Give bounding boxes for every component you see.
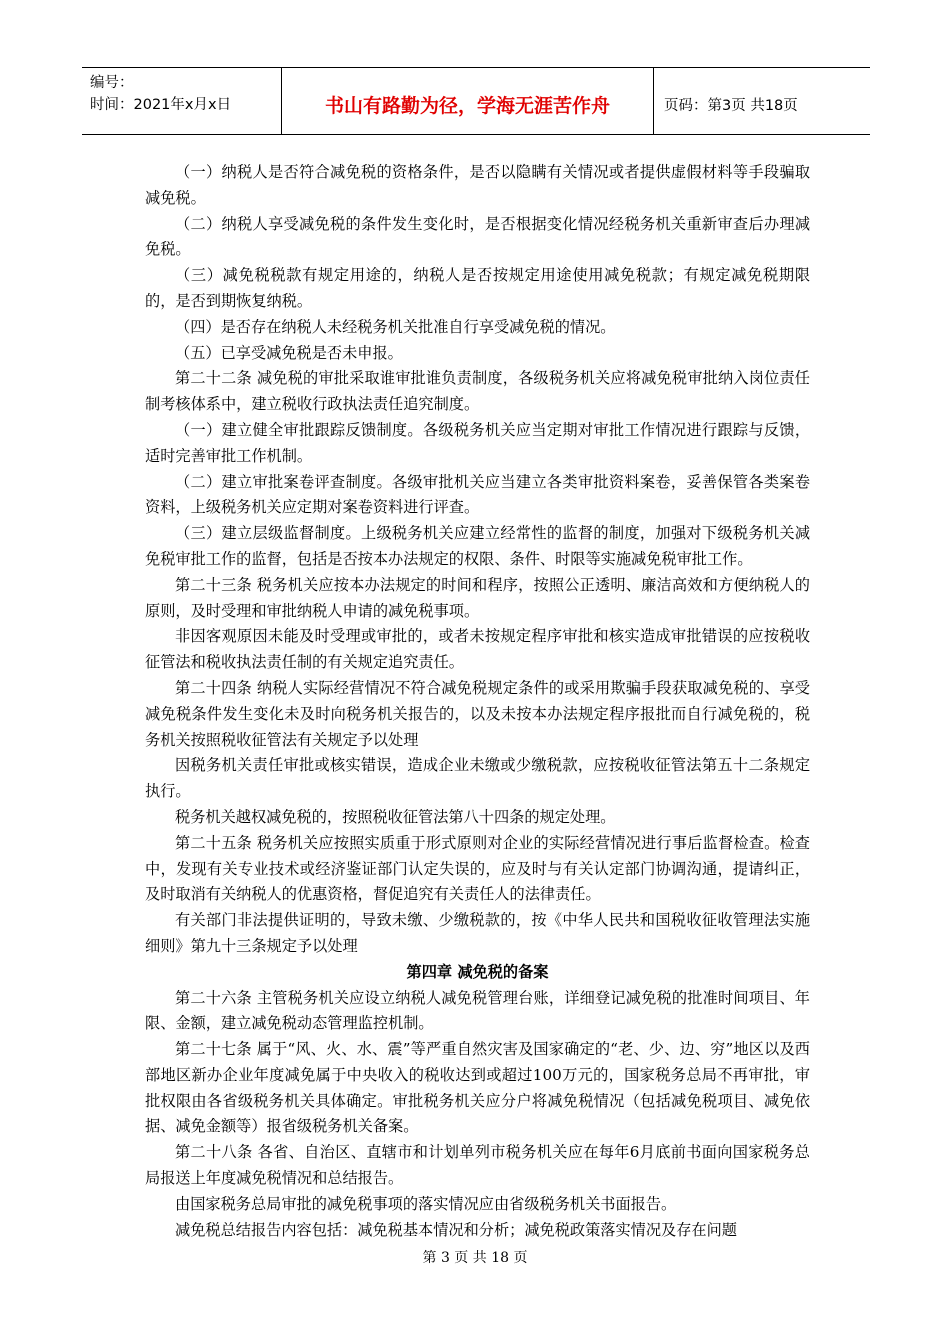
paragraph: 减免税总结报告内容包括：减免税基本情况和分析；减免税政策落实情况及存在问题	[175, 1220, 737, 1239]
paragraph: （一）建立健全审批跟踪反馈制度。各级税务机关应当定期对审批工作情况进行跟踪与反馈，适时完善审批工作机制。	[145, 420, 810, 465]
page-footer: 第 3 页 共 18 页	[422, 1250, 528, 1266]
paragraph: （二）建立审批案卷评查制度。各级审批机关应当建立各类审批资料案卷，妥善保管各类案卷资料，上级税务机关应定期对案卷资料进行评查。	[145, 472, 810, 517]
paragraph: 第二十八条 各省、自治区、直辖市和计划单列市税务机关应在每年6月底前书面向国家税务总局报送上年度减免税情况和总结报告。	[145, 1143, 810, 1188]
header-page-info: 页码：第3页 共18页	[664, 97, 798, 114]
paragraph: 由国家税务总局审批的减免税事项的落实情况应由省级税务机关书面报告。	[175, 1194, 677, 1213]
paragraph: （三）减免税税款有规定用途的，纳税人是否按规定用途使用减免税款；有规定减免税期限的，是否到期恢复纳税。	[145, 266, 810, 310]
date-line: 时间：2021年x月x日	[90, 97, 232, 113]
paragraph: 税务机关越权减免税的，按照税收征管法第八十四条的规定处理。	[175, 807, 616, 826]
paragraph: 第二十五条 税务机关应按照实质重于形式原则对企业的实际经营情况进行事后监督检查。检查中，发现有关专业技术或经济鉴证部门认定失误的，应及时与有关认定部门协调沟通，提请纠正，及时取消有关纳税人的优惠资格，督促追究有关责任人的法律责任。	[145, 833, 810, 904]
number-label: 编号：	[90, 75, 134, 91]
document-body	[145, 160, 810, 1243]
paragraph: 非因客观原因未能及时受理或审批的，或者未按规定程序审批和核实造成审批错误的应按税收征管法和税收执法责任制的有关规定追究责任。	[145, 627, 810, 672]
paragraph: 因税务机关责任审批或核实错误，造成企业未缴或少缴税款，应按税收征管法第五十二条规定执行。	[145, 756, 810, 801]
page-header	[82, 67, 870, 135]
paragraph: （四）是否存在纳税人未经税务机关批准自行享受减免税的情况。	[175, 317, 616, 336]
paragraph: （一）纳税人是否符合减免税的资格条件，是否以隐瞒有关情况或者提供虚假材料等手段骗取减免税。	[145, 163, 810, 207]
paragraph: 第二十六条 主管税务机关应设立纳税人减免税管理台账，详细登记减免税的批准时间项目、年限、金额，建立减免税动态管理监控机制。	[145, 988, 810, 1033]
paragraph: 有关部门非法提供证明的，导致未缴、少缴税款的，按《中华人民共和国税收征收管理法实施细则》第九十三条规定予以处理	[145, 911, 810, 955]
chapter-title: 第四章 减免税的备案	[406, 962, 549, 981]
header-left-cell	[82, 68, 282, 134]
paragraph: （二）纳税人享受减免税的条件发生变化时，是否根据变化情况经税务机关重新审查后办理减免税。	[145, 214, 810, 259]
paragraph: 第二十七条 属于“风、火、水、震”等严重自然灾害及国家确定的“老、少、边、穷”地区以及西部地区新办企业年度减免属于中央收入的税收达到或超过100万元的，国家税务总局不再审批，审批权限由各省级税务机关具体确定。审批税务机关应分户将减免税情况（包括减免税项目、减免依据、减免金额等）报省级税务机关备案。	[145, 1040, 810, 1136]
paragraph: （三）建立层级监督制度。上级税务机关应建立经常性的监督的制度，加强对下级税务机关减免税审批工作的监督，包括是否按本办法规定的权限、条件、时限等实施减免税审批工作。	[145, 524, 810, 568]
paragraph: （五）已享受减免税是否未申报。	[175, 343, 403, 362]
paragraph: 第二十三条 税务机关应按本办法规定的时间和程序，按照公正透明、廉洁高效和方便纳税人的原则，及时受理和审批纳税人申请的减免税事项。	[145, 575, 810, 620]
paragraph: 第二十四条 纳税人实际经营情况不符合减免税规定条件的或采用欺骗手段获取减免税的、享受减免税条件发生变化未及时向税务机关报告的，以及未按本办法规定程序报批而自行减免税的，税务机关按照税收征管法有关规定予以处理	[145, 678, 810, 749]
header-motto: 书山有路勤为径，学海无涯苦作舟	[282, 68, 654, 134]
paragraph: 第二十二条 减免税的审批采取谁审批谁负责制度，各级税务机关应将减免税审批纳入岗位责任制考核体系中，建立税收行政执法责任追究制度。	[145, 369, 810, 414]
